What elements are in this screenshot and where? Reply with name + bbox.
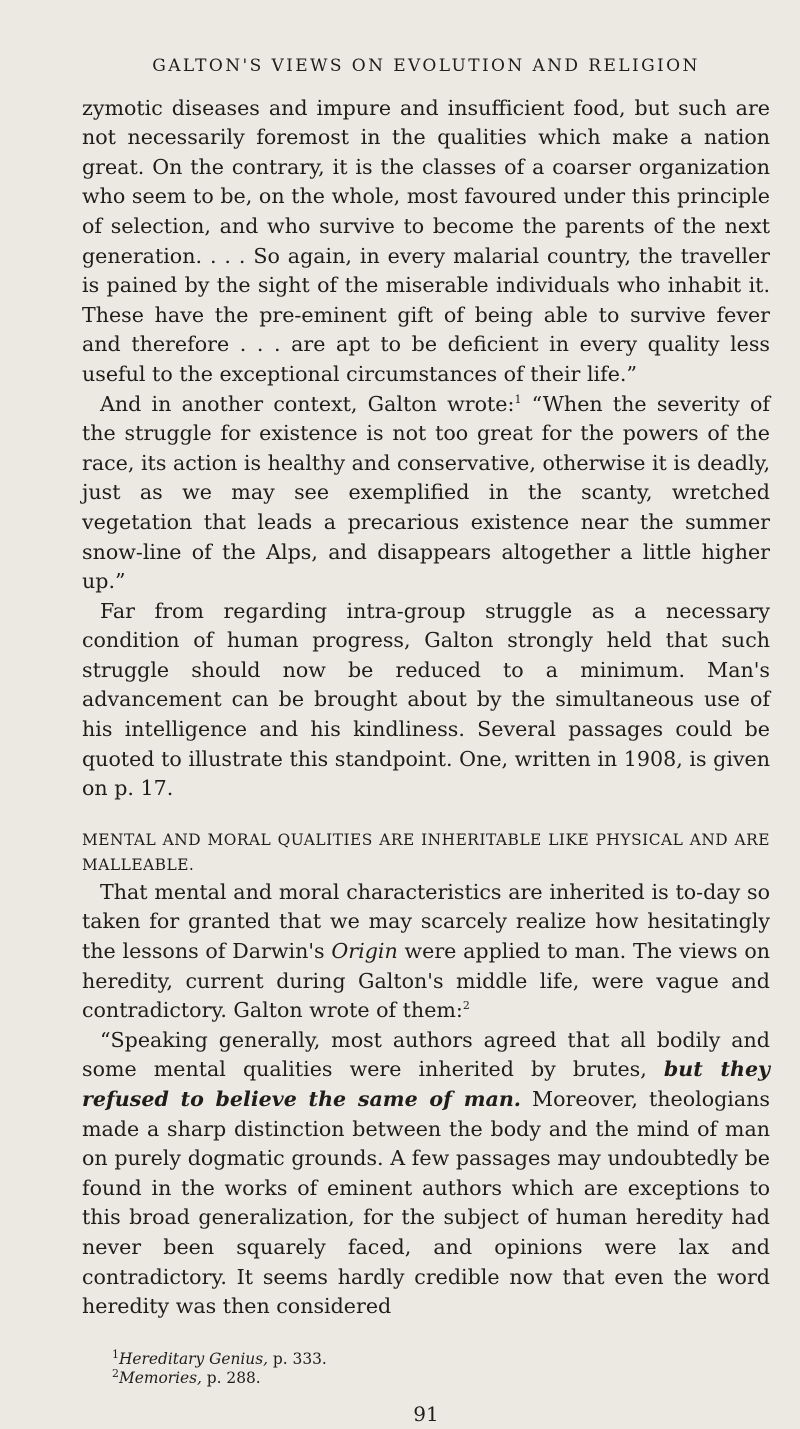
footnote-ref-2: 2 [462,999,470,1013]
paragraph-5 [82,1026,770,1322]
footnote-1-title: Hereditary Genius, [119,1349,269,1368]
paragraph-1: zymotic diseases and impure and insufficient food, but such are not necessarily foremost in the qualities which make a nation great. On the contrary, it is the classes of a coarser organization who seem to be, on the whole, most favoured under this principle of selection, and who survive to become the parents of the next generation. . . . So again, in every malarial country, the traveller is pained by the sight of the miserable individuals who inhabit it. These have the pre-eminent gift of being able to survive fever and therefore . . . are apt to be deficient in every quality less useful to the exceptional circumstances of their life.” [82,95,770,386]
section-heading: MENTAL AND MORAL QUALITIES ARE INHERITABLE LIKE PHYSICAL AND ARE MALLEABLE. [82,830,770,874]
footnote-2 [112,1366,770,1388]
footnotes [82,1347,770,1388]
origin-title: Origin [331,939,398,964]
paragraph-2-text-a: And in another context, Galton wrote: [100,391,515,416]
paragraph-3: Far from regarding intra-group struggle as a necessary condition of human progress, Galton strongly held that such struggle should now be reduced to a minimum. Man's advancement can be brought about by the simultaneous use of his intelligence and his kindliness. Several passages could be quoted to illustrate this standpoint. One, written in 1908, is given on p. 17. [82,598,770,801]
paragraph-5-emphasis: but they refused to believe the same of man. [82,1057,771,1111]
paragraph-4-text-a: That mental and moral characteristics are inherited is to-day so taken for granted that we may scarcely realize how hesitatingly the lessons of Darwin's [82,879,770,964]
footnote-2-page: p. 288. [201,1368,261,1387]
paragraph-2-text-b: “When the severity of the struggle for existence is not too great for the powers of the race, its action is healthy and conservative, otherwise it is deadly, just as we may see exemplified in the scanty, wretched vegetation that leads a precarious existence near the summer snow-line of the Alps, and disappears altogether a little higher up.” [82,391,770,594]
footnote-ref-1: 1 [514,392,522,406]
paragraph-5-text-b: Moreover, theologians made a sharp distinction between the body and the mind of man on purely dogmatic grounds. A few passages may undoubtedly be found in the works of eminent authors which are exceptions to this broad generalization, for the subject of human heredity had never been squarely faced, and opinions were lax and contradictory. It seems hardly credible now that even the word heredity was then considered [82,1087,770,1319]
running-head: GALTON'S VIEWS ON EVOLUTION AND RELIGION [152,56,700,76]
footnote-1 [112,1347,770,1369]
paragraph-4-text-b: were applied to man. The views on heredity, current during Galton's middle life, were vague and contradictory. Galton wrote of them: [82,939,770,1023]
footnote-1-mark: 1 [112,1347,119,1361]
footnote-2-mark: 2 [112,1366,119,1380]
page-number: 91 [413,1401,439,1426]
paragraph-4 [82,878,770,1026]
footnote-2-title: Memories, [119,1368,202,1387]
paragraph-2 [82,390,770,597]
paragraph-5-text-a: “Speaking generally, most authors agreed that all bodily and some mental qualities were inherited by brutes, [82,1027,770,1082]
footnote-1-page: p. 333. [268,1349,327,1368]
book-page [82,52,770,1429]
